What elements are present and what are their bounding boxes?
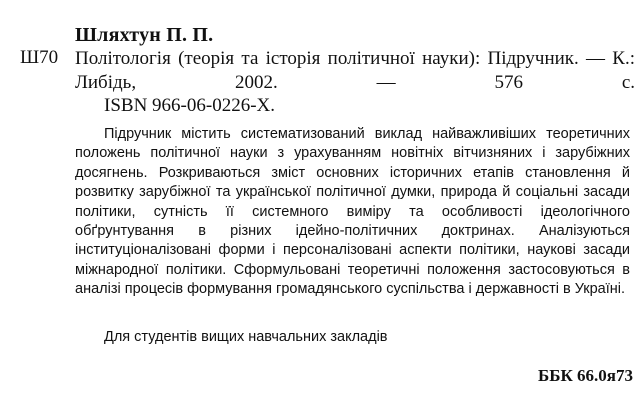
classification-code: Ш70 [20,47,59,68]
bibliographic-description: Політологія (теорія та історія політичної науки): Підручник. — К.: Либідь, 2002. — 576 с. [75,48,635,93]
annotation-text: Підручник містить систематизований виклад найважливіших теоретичних положень політичної науки з урахуванням новітніх вітчизняних і зарубіжних досягнень. Розкриваються зміст основних історичних етапів становлення й розвитку зарубіжної та української політичної думки, природа й соціальні засади політики, сутність її системного виміру та особливості ідеологічного обґрунтування в різних ідейно-політичних доктринах. Аналізуються інституціоналізовані форми і персоналізовані аспекти політики, наукові засади міжнародної політики. Сформульовані теоретичні положення застосовуються в аналізі процесів формування громадянського суспільства і державності в Україні. [75,126,630,298]
bbk-index: ББК 66.0я73 [537,366,633,385]
author-heading: Шляхтун П. П. [75,24,214,46]
audience-note: Для студентів вищих навчальних закладів [104,329,388,345]
isbn: ISBN 966-06-0226-Х. [104,95,275,116]
